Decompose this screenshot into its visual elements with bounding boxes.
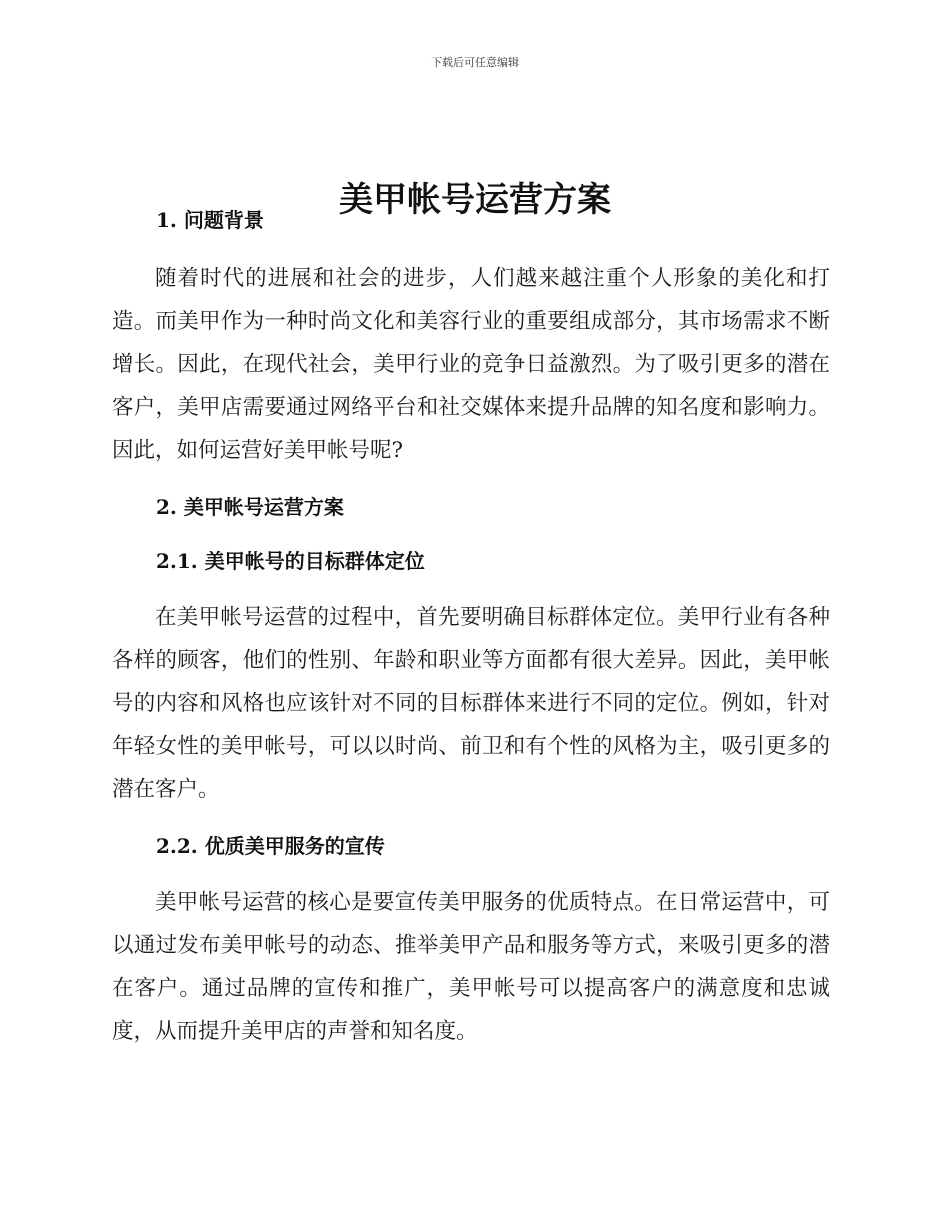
section-heading-2: 2. 美甲帐号运营方案: [156, 495, 344, 519]
section-2-1-paragraph: 在美甲帐号运营的过程中，首先要明确目标群体定位。美甲行业有各种各样的顾客，他们的性别、年龄和职业等方面都有很大差异。因此，美甲帐号的内容和风格也应该针对不同的目标群体来进行不同的定位。例如，针对年轻女性的美甲帐号，可以以时尚、前卫和有个性的风格为主，吸引更多的潜在客户。: [112, 605, 830, 802]
section-2-2-paragraph: 美甲帐号运营的核心是要宣传美甲服务的优质特点。在日常运营中，可以通过发布美甲帐号的动态、推举美甲产品和服务等方式，来吸引更多的潜在客户。通过品牌的宣传和推广，美甲帐号可以提高客户的满意度和忠诚度，从而提升美甲店的声誉和知名度。: [112, 890, 830, 1044]
section-heading-2-2: 2.2. 优质美甲服务的宣传: [156, 834, 385, 858]
document-body: [112, 203, 830, 1053]
section-heading-2-1: 2.1. 美甲帐号的目标群体定位: [156, 549, 425, 573]
page-header-note: 下载后可任意编辑: [431, 56, 519, 69]
section-heading-1: 1. 问题背景: [156, 208, 264, 232]
section-1-paragraph: 随着时代的进展和社会的进步，人们越来越注重个人形象的美化和打造。而美甲作为一种时尚文化和美容行业的重要组成部分，其市场需求不断增长。因此，在现代社会，美甲行业的竞争日益激烈。为了吸引更多的潜在客户，美甲店需要通过网络平台和社交媒体来提升品牌的知名度和影响力。因此，如何运营好美甲帐号呢?: [112, 266, 830, 463]
document-title: 美甲帐号运营方案: [339, 179, 611, 220]
